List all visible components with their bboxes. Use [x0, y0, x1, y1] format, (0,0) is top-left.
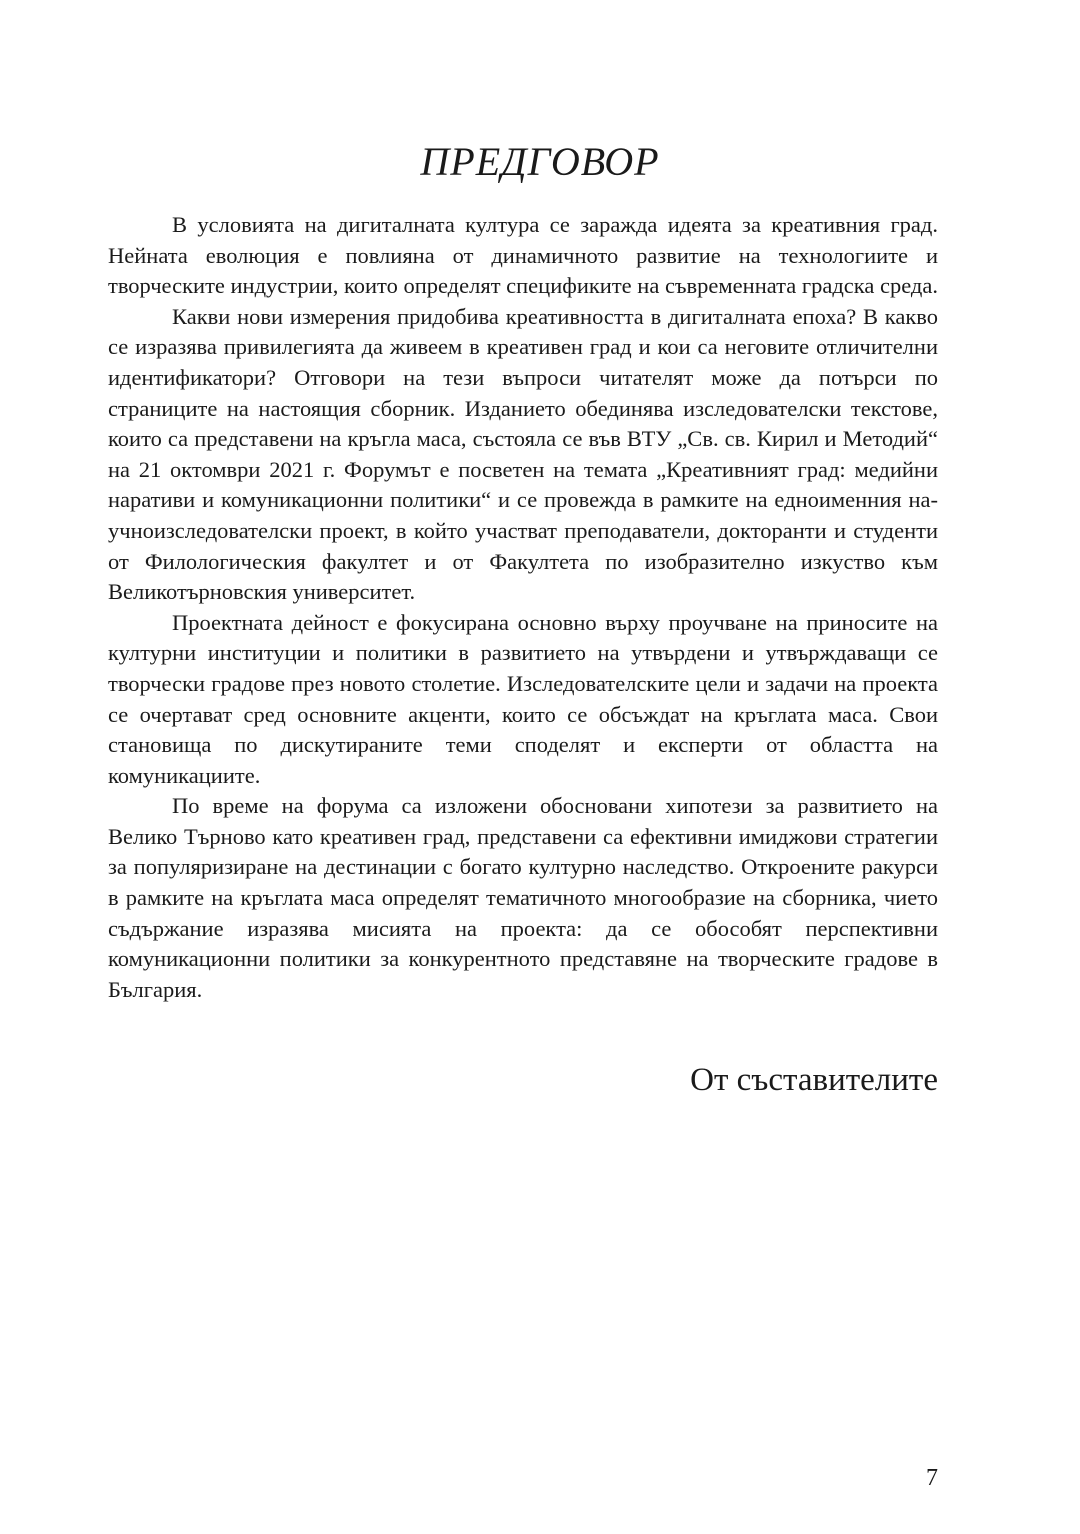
paragraph-2: Какви нови измерения придобива креативността в дигиталната епоха? В какво се изразява привилегията да живеем в креативен град и кои са неговите отличителни идентификатори? Отговори на тези въпроси читателят може да потърси по страниците на настоящия сборник. Изданието обединява изследователски текстове, които са представени на кръгла маса, състояла се във ВТУ „Св. св. Кирил и Методий“ на 21 октомври 2021 г. Форумът е посветен на темата „Креативният град: медийни наративи и комуникационни политики“ и се провежда в рамките на едноименния научноизследователски проект, в който участват преподаватели, докторанти и студенти от Филологическия факултет и от Факултета по изобразително изкуство към Великотърновския университет. — [108, 303, 938, 605]
page-title: ПРЕДГОВОР — [420, 139, 660, 184]
signature: От съставителите — [690, 1062, 938, 1098]
paragraph-3: Проектната дейност е фокусирана основно върху проучване на приносите на културни институции и политики в развитието на утвърдени и утвърждаващи се творчески градове през новото столетие. Изследователските цели и задачи на проекта се очертават сред основните акценти, които се обсъждат на кръглата маса. Свои становища по дискутираните теми споделят и експерти от областта на комуникациите. — [108, 609, 938, 788]
page-number: 7 — [926, 1465, 938, 1491]
paragraph-4: По време на форума са изложени обосновани хипотези за развитието на Велико Търново като креативен град, представени са ефективни имиджови стратегии за популяризиране на дестинации с богато културно наследство. Откроените ракурси в рамките на кръглата маса определят тематичното многообразие на сборника, чието съдържание изразява мисията на проекта: да се обособят перспективни комуникационни политики за конкурентното представяне на творческите градове в България. — [108, 793, 938, 1002]
preface-body — [108, 210, 938, 1005]
paragraph-1: В условията на дигиталната култура се заражда идеята за креативния град. Нейната еволюция е повлияна от динамичното развитие на технологиите и творческите индустрии, които определят спецификите на съвременната градска среда. — [108, 212, 938, 299]
